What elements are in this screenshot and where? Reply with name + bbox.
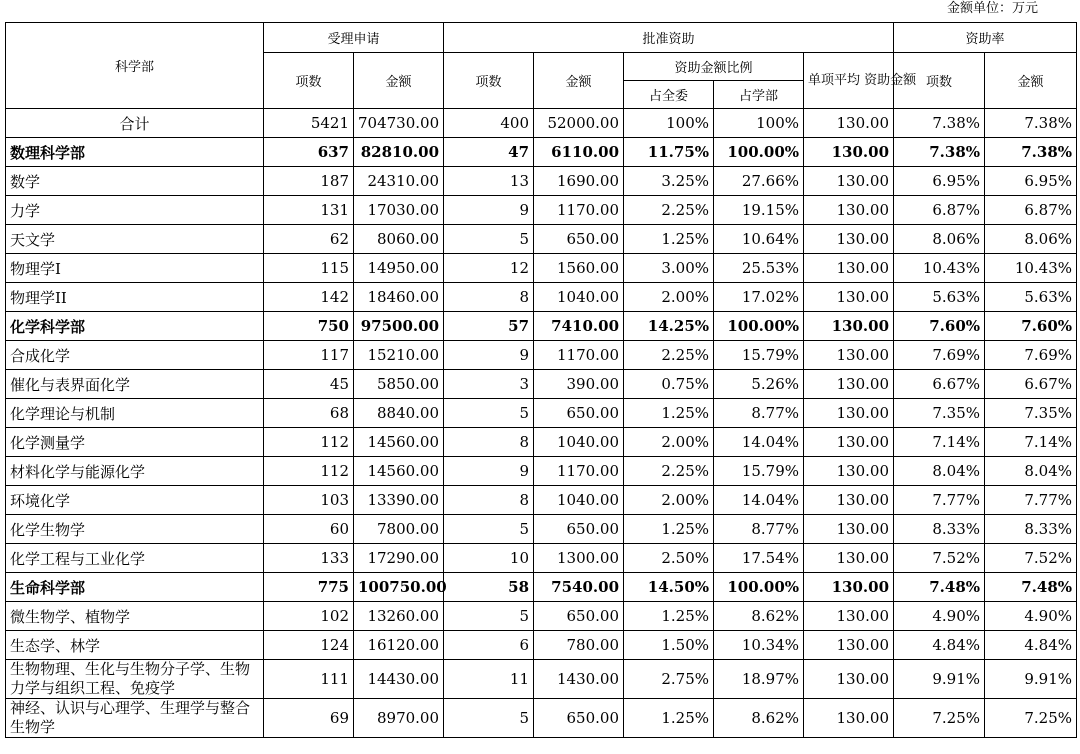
cell-share-dept: 15.79%: [714, 457, 804, 486]
row-name: 微生物学、植物学: [6, 602, 264, 631]
cell-acc-count: 131: [264, 196, 354, 225]
cell-app-count: 8: [444, 428, 534, 457]
row-name: 神经、认识与心理学、生理学与整合生物学: [6, 699, 264, 738]
cell-share-total: 1.25%: [624, 225, 714, 254]
cell-rate-amount: 6.87%: [985, 196, 1077, 225]
cell-rate-count: 6.95%: [894, 167, 985, 196]
table-row: [6, 312, 1077, 341]
table-row: [6, 573, 1077, 602]
cell-share-total: 2.00%: [624, 428, 714, 457]
cell-rate-count: 4.84%: [894, 631, 985, 660]
cell-avg: 130.00: [804, 486, 894, 515]
cell-share-dept: 100.00%: [714, 312, 804, 341]
cell-share-dept: 100%: [714, 109, 804, 138]
cell-rate-amount: 7.38%: [985, 109, 1077, 138]
cell-app-count: 5: [444, 399, 534, 428]
cell-rate-count: 7.52%: [894, 544, 985, 573]
table-row: [6, 254, 1077, 283]
cell-app-count: 5: [444, 515, 534, 544]
cell-avg: 130.00: [804, 283, 894, 312]
cell-rate-amount: 10.43%: [985, 254, 1077, 283]
cell-acc-count: 5421: [264, 109, 354, 138]
cell-rate-amount: 7.60%: [985, 312, 1077, 341]
cell-avg: 130.00: [804, 573, 894, 602]
row-name: 天文学: [6, 225, 264, 254]
cell-acc-amount: 13390.00: [354, 486, 444, 515]
cell-avg: 130.00: [804, 631, 894, 660]
cell-acc-amount: 16120.00: [354, 631, 444, 660]
cell-avg: 130.00: [804, 457, 894, 486]
table-row: [6, 428, 1077, 457]
cell-share-dept: 8.77%: [714, 399, 804, 428]
header-approved: 批准资助: [444, 23, 894, 53]
cell-share-total: 14.25%: [624, 312, 714, 341]
row-name: 生物物理、生化与生物分子学、生物力学与组织工程、免疫学: [6, 660, 264, 699]
table-body: [6, 109, 1077, 738]
cell-rate-amount: 6.95%: [985, 167, 1077, 196]
row-name: 化学生物学: [6, 515, 264, 544]
header-share-total: 占全委: [624, 81, 714, 109]
table-row: [6, 196, 1077, 225]
cell-avg: 130.00: [804, 370, 894, 399]
cell-avg: 130.00: [804, 167, 894, 196]
cell-share-total: 1.25%: [624, 699, 714, 738]
cell-rate-count: 7.77%: [894, 486, 985, 515]
cell-share-total: 11.75%: [624, 138, 714, 167]
cell-acc-count: 69: [264, 699, 354, 738]
row-name: 合成化学: [6, 341, 264, 370]
cell-share-total: 2.00%: [624, 283, 714, 312]
cell-share-total: 2.50%: [624, 544, 714, 573]
header-rate-amount: 金额: [985, 53, 1077, 109]
cell-rate-amount: 7.77%: [985, 486, 1077, 515]
cell-app-count: 5: [444, 602, 534, 631]
table-row: [6, 515, 1077, 544]
cell-share-dept: 100.00%: [714, 138, 804, 167]
header-share-dept: 占学部: [714, 81, 804, 109]
cell-share-dept: 15.79%: [714, 341, 804, 370]
cell-share-total: 3.00%: [624, 254, 714, 283]
cell-acc-count: 775: [264, 573, 354, 602]
cell-app-amount: 390.00: [534, 370, 624, 399]
header-ratio: 资助金额比例: [624, 53, 804, 81]
cell-acc-amount: 17290.00: [354, 544, 444, 573]
cell-acc-amount: 14560.00: [354, 457, 444, 486]
cell-share-total: 2.00%: [624, 486, 714, 515]
cell-avg: 130.00: [804, 109, 894, 138]
cell-rate-amount: 7.14%: [985, 428, 1077, 457]
cell-acc-count: 187: [264, 167, 354, 196]
cell-app-amount: 1040.00: [534, 283, 624, 312]
header-accepted-count: 项数: [264, 53, 354, 109]
cell-rate-amount: 7.25%: [985, 699, 1077, 738]
table-row: [6, 399, 1077, 428]
table-row: [6, 631, 1077, 660]
cell-rate-amount: 5.63%: [985, 283, 1077, 312]
cell-rate-amount: 7.52%: [985, 544, 1077, 573]
cell-share-dept: 8.62%: [714, 699, 804, 738]
row-name: 力学: [6, 196, 264, 225]
cell-acc-count: 750: [264, 312, 354, 341]
cell-share-dept: 14.04%: [714, 486, 804, 515]
cell-acc-count: 117: [264, 341, 354, 370]
cell-rate-count: 7.25%: [894, 699, 985, 738]
cell-app-count: 10: [444, 544, 534, 573]
funding-table: [5, 22, 1077, 738]
cell-acc-amount: 13260.00: [354, 602, 444, 631]
cell-app-count: 6: [444, 631, 534, 660]
cell-avg: 130.00: [804, 544, 894, 573]
cell-acc-count: 102: [264, 602, 354, 631]
cell-app-amount: 52000.00: [534, 109, 624, 138]
unit-note: 金额单位：万元: [946, 1, 1038, 16]
header-rate: 资助率: [894, 23, 1077, 53]
cell-avg: 130.00: [804, 254, 894, 283]
cell-acc-amount: 24310.00: [354, 167, 444, 196]
table-row: [6, 109, 1077, 138]
cell-acc-count: 115: [264, 254, 354, 283]
row-name: 生态学、林学: [6, 631, 264, 660]
table-row: [6, 167, 1077, 196]
cell-app-amount: 7410.00: [534, 312, 624, 341]
cell-app-amount: 1040.00: [534, 428, 624, 457]
cell-rate-count: 7.38%: [894, 109, 985, 138]
cell-share-dept: 19.15%: [714, 196, 804, 225]
cell-app-amount: 650.00: [534, 602, 624, 631]
cell-acc-count: 124: [264, 631, 354, 660]
cell-rate-amount: 7.38%: [985, 138, 1077, 167]
cell-share-total: 2.25%: [624, 457, 714, 486]
cell-avg: 130.00: [804, 515, 894, 544]
cell-share-total: 1.25%: [624, 602, 714, 631]
row-name: 合计: [6, 109, 264, 138]
cell-acc-count: 103: [264, 486, 354, 515]
cell-rate-amount: 9.91%: [985, 660, 1077, 699]
cell-avg: 130.00: [804, 428, 894, 457]
header-rate-count: 项数: [894, 53, 985, 109]
table-row: [6, 660, 1077, 699]
cell-acc-amount: 15210.00: [354, 341, 444, 370]
cell-app-count: 9: [444, 457, 534, 486]
row-name: 材料化学与能源化学: [6, 457, 264, 486]
cell-app-amount: 7540.00: [534, 573, 624, 602]
cell-rate-count: 5.63%: [894, 283, 985, 312]
cell-acc-amount: 8840.00: [354, 399, 444, 428]
table-row: [6, 341, 1077, 370]
cell-acc-amount: 14950.00: [354, 254, 444, 283]
cell-share-total: 1.25%: [624, 399, 714, 428]
cell-app-count: 12: [444, 254, 534, 283]
row-name: 化学理论与机制: [6, 399, 264, 428]
cell-rate-count: 8.33%: [894, 515, 985, 544]
cell-rate-amount: 8.33%: [985, 515, 1077, 544]
cell-share-total: 2.25%: [624, 196, 714, 225]
row-name: 化学科学部: [6, 312, 264, 341]
cell-acc-amount: 8970.00: [354, 699, 444, 738]
cell-app-count: 9: [444, 196, 534, 225]
cell-rate-count: 7.48%: [894, 573, 985, 602]
row-name: 数学: [6, 167, 264, 196]
cell-share-dept: 17.54%: [714, 544, 804, 573]
cell-app-amount: 650.00: [534, 399, 624, 428]
cell-rate-amount: 4.84%: [985, 631, 1077, 660]
cell-acc-count: 133: [264, 544, 354, 573]
cell-share-dept: 100.00%: [714, 573, 804, 602]
cell-rate-count: 9.91%: [894, 660, 985, 699]
cell-share-dept: 8.77%: [714, 515, 804, 544]
cell-app-amount: 650.00: [534, 225, 624, 254]
cell-app-amount: 1560.00: [534, 254, 624, 283]
header-department: 科学部: [6, 23, 264, 109]
cell-avg: 130.00: [804, 399, 894, 428]
cell-share-total: 0.75%: [624, 370, 714, 399]
cell-avg: 130.00: [804, 196, 894, 225]
row-name: 环境化学: [6, 486, 264, 515]
cell-app-count: 8: [444, 283, 534, 312]
cell-acc-amount: 7800.00: [354, 515, 444, 544]
table-row: [6, 225, 1077, 254]
cell-rate-amount: 8.04%: [985, 457, 1077, 486]
cell-app-count: 47: [444, 138, 534, 167]
cell-share-total: 14.50%: [624, 573, 714, 602]
header-approved-count: 项数: [444, 53, 534, 109]
cell-rate-amount: 7.35%: [985, 399, 1077, 428]
cell-avg: 130.00: [804, 225, 894, 254]
cell-app-count: 5: [444, 225, 534, 254]
cell-app-count: 5: [444, 699, 534, 738]
cell-acc-count: 142: [264, 283, 354, 312]
cell-rate-count: 6.67%: [894, 370, 985, 399]
cell-rate-count: 7.14%: [894, 428, 985, 457]
cell-app-count: 58: [444, 573, 534, 602]
cell-rate-count: 10.43%: [894, 254, 985, 283]
table-row: [6, 370, 1077, 399]
cell-avg: 130.00: [804, 138, 894, 167]
cell-acc-amount: 18460.00: [354, 283, 444, 312]
cell-share-dept: 10.34%: [714, 631, 804, 660]
cell-app-amount: 1430.00: [534, 660, 624, 699]
cell-rate-count: 6.87%: [894, 196, 985, 225]
cell-app-amount: 1040.00: [534, 486, 624, 515]
cell-rate-count: 4.90%: [894, 602, 985, 631]
cell-share-dept: 5.26%: [714, 370, 804, 399]
cell-share-total: 2.75%: [624, 660, 714, 699]
row-name: 数理科学部: [6, 138, 264, 167]
cell-acc-amount: 100750.00: [354, 573, 444, 602]
cell-app-count: 9: [444, 341, 534, 370]
cell-share-total: 100%: [624, 109, 714, 138]
cell-app-count: 57: [444, 312, 534, 341]
cell-rate-count: 7.35%: [894, 399, 985, 428]
cell-rate-count: 7.38%: [894, 138, 985, 167]
cell-acc-amount: 17030.00: [354, 196, 444, 225]
table-row: [6, 699, 1077, 738]
cell-app-amount: 780.00: [534, 631, 624, 660]
cell-share-total: 1.50%: [624, 631, 714, 660]
cell-acc-amount: 82810.00: [354, 138, 444, 167]
cell-share-dept: 18.97%: [714, 660, 804, 699]
cell-acc-count: 637: [264, 138, 354, 167]
cell-app-amount: 6110.00: [534, 138, 624, 167]
cell-share-total: 1.25%: [624, 515, 714, 544]
cell-rate-count: 7.60%: [894, 312, 985, 341]
cell-app-count: 11: [444, 660, 534, 699]
cell-avg: 130.00: [804, 602, 894, 631]
cell-rate-count: 8.06%: [894, 225, 985, 254]
cell-app-amount: 1170.00: [534, 457, 624, 486]
cell-avg: 130.00: [804, 341, 894, 370]
cell-acc-count: 60: [264, 515, 354, 544]
header-approved-amount: 金额: [534, 53, 624, 109]
row-name: 物理学II: [6, 283, 264, 312]
cell-share-dept: 25.53%: [714, 254, 804, 283]
cell-acc-amount: 97500.00: [354, 312, 444, 341]
cell-share-dept: 10.64%: [714, 225, 804, 254]
row-name: 化学工程与工业化学: [6, 544, 264, 573]
table-row: [6, 602, 1077, 631]
table-row: [6, 457, 1077, 486]
cell-share-dept: 27.66%: [714, 167, 804, 196]
cell-share-total: 3.25%: [624, 167, 714, 196]
cell-app-amount: 1300.00: [534, 544, 624, 573]
cell-rate-count: 8.04%: [894, 457, 985, 486]
cell-app-count: 13: [444, 167, 534, 196]
row-name: 生命科学部: [6, 573, 264, 602]
cell-acc-amount: 5850.00: [354, 370, 444, 399]
cell-avg: 130.00: [804, 660, 894, 699]
cell-rate-amount: 7.48%: [985, 573, 1077, 602]
table-row: [6, 544, 1077, 573]
cell-rate-amount: 4.90%: [985, 602, 1077, 631]
cell-acc-count: 112: [264, 457, 354, 486]
cell-acc-count: 45: [264, 370, 354, 399]
row-name: 催化与表界面化学: [6, 370, 264, 399]
cell-rate-count: 7.69%: [894, 341, 985, 370]
cell-rate-amount: 7.69%: [985, 341, 1077, 370]
cell-app-amount: 1170.00: [534, 341, 624, 370]
cell-share-total: 2.25%: [624, 341, 714, 370]
row-name: 物理学I: [6, 254, 264, 283]
cell-share-dept: 8.62%: [714, 602, 804, 631]
cell-app-count: 8: [444, 486, 534, 515]
cell-app-count: 3: [444, 370, 534, 399]
table-row: [6, 283, 1077, 312]
cell-share-dept: 14.04%: [714, 428, 804, 457]
cell-acc-count: 62: [264, 225, 354, 254]
cell-app-amount: 1170.00: [534, 196, 624, 225]
cell-app-amount: 650.00: [534, 699, 624, 738]
cell-acc-count: 112: [264, 428, 354, 457]
cell-rate-amount: 6.67%: [985, 370, 1077, 399]
cell-avg: 130.00: [804, 312, 894, 341]
header-accepted: 受理申请: [264, 23, 444, 53]
row-name: 化学测量学: [6, 428, 264, 457]
cell-acc-count: 68: [264, 399, 354, 428]
cell-app-amount: 1690.00: [534, 167, 624, 196]
cell-acc-amount: 8060.00: [354, 225, 444, 254]
cell-acc-amount: 14430.00: [354, 660, 444, 699]
cell-share-dept: 17.02%: [714, 283, 804, 312]
cell-app-amount: 650.00: [534, 515, 624, 544]
cell-acc-count: 111: [264, 660, 354, 699]
cell-avg: 130.00: [804, 699, 894, 738]
cell-rate-amount: 8.06%: [985, 225, 1077, 254]
table-row: [6, 138, 1077, 167]
header-average: 单项平均 资助金额: [804, 53, 894, 109]
cell-app-count: 400: [444, 109, 534, 138]
table-row: [6, 486, 1077, 515]
cell-acc-amount: 14560.00: [354, 428, 444, 457]
header-accepted-amount: 金额: [354, 53, 444, 109]
cell-acc-amount: 704730.00: [354, 109, 444, 138]
